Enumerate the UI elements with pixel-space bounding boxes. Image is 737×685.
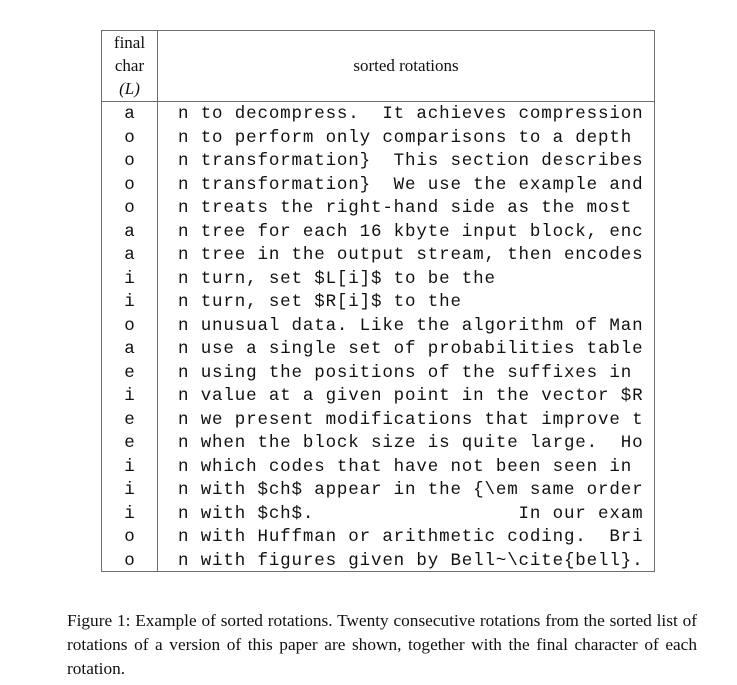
rotation-cell: n value at a given point in the vector $R [178, 386, 644, 406]
rotation-cell: n use a single set of probabilities table [178, 339, 644, 359]
final-char-cell: a [124, 221, 135, 242]
table-row [102, 479, 654, 503]
rotation-cell: n unusual data. Like the algorithm of Man [178, 315, 644, 336]
rotation-cell: n with $ch$. In our exam [178, 503, 644, 524]
table-row [102, 103, 654, 127]
table-row [102, 315, 654, 339]
final-char-cell: o [124, 527, 135, 547]
rotation-cell: n turn, set $R[i]$ to the [178, 292, 462, 312]
final-char-cell: e [124, 409, 135, 430]
final-char-cell: i [124, 292, 135, 312]
rotation-cell: n using the positions of the suffixes in [178, 362, 633, 383]
final-char-cell: a [124, 339, 135, 359]
rotation-cell: n to decompress. It achieves compression [178, 104, 644, 124]
rotation-cell: n tree for each 16 kbyte input block, enc [178, 221, 644, 242]
final-char-cell: i [124, 480, 135, 500]
final-char-header-line-3: (L) [119, 79, 140, 98]
final-char-cell: e [124, 362, 135, 383]
final-char-cell: a [124, 104, 135, 124]
rotation-cell: n tree in the output stream, then encodes [178, 245, 644, 265]
table-row [102, 503, 654, 527]
rotation-cell: n with $ch$ appear in the {\em same order [178, 480, 644, 500]
table-row [102, 174, 654, 198]
final-char-cell: o [124, 198, 135, 218]
table-row [102, 385, 654, 409]
table-row [102, 456, 654, 480]
table-row [102, 526, 654, 550]
table-body [102, 103, 654, 573]
final-char-cell: i [124, 503, 135, 524]
final-char-header-line-2: char [114, 56, 145, 75]
sorted-rotations-table [101, 30, 655, 572]
table-row [102, 550, 654, 574]
table-header [102, 31, 654, 102]
rotation-cell: n to perform only comparisons to a depth [178, 127, 633, 148]
table-row [102, 409, 654, 433]
final-char-cell: i [124, 268, 135, 289]
final-char-cell: o [124, 174, 135, 195]
table-row [102, 127, 654, 151]
final-char-cell: o [124, 127, 135, 148]
final-char-cell: a [124, 245, 135, 265]
table-row [102, 150, 654, 174]
table-row [102, 362, 654, 386]
figure-caption: Figure 1: Example of sorted rotations. Twenty consecutive rotations from the sorted list of rotations of a version of this paper are shown, together with the final character of each rotation. [67, 611, 697, 678]
table-row [102, 244, 654, 268]
final-char-cell: e [124, 433, 135, 453]
table-row [102, 268, 654, 292]
final-char-cell: i [124, 386, 135, 406]
final-char-cell: o [124, 550, 135, 571]
table-row [102, 197, 654, 221]
final-char-cell: o [124, 315, 135, 336]
rotation-cell: n turn, set $L[i]$ to be the [178, 268, 496, 289]
sorted-rotations-header: sorted rotations [353, 56, 459, 75]
rotation-cell: n treats the right-hand side as the most [178, 198, 633, 218]
final-char-header-line-1: final [113, 33, 146, 52]
final-char-cell: i [124, 456, 135, 477]
rotation-cell: n we present modifications that improve t [178, 409, 644, 430]
table-row [102, 338, 654, 362]
rotation-cell: n with Huffman or arithmetic coding. Bri [178, 527, 644, 547]
rotation-cell: n which codes that have not been seen in [178, 456, 633, 477]
final-char-header [102, 31, 157, 101]
rotation-cell: n when the block size is quite large. Ho [178, 433, 644, 453]
final-char-cell: o [124, 151, 135, 171]
table-row [102, 291, 654, 315]
rotation-cell: n transformation} This section describes [178, 151, 644, 171]
rotation-cell: n transformation} We use the example and [178, 174, 644, 195]
table-row [102, 432, 654, 456]
table-row [102, 221, 654, 245]
rotation-cell: n with figures given by Bell~\cite{bell}. [178, 550, 644, 571]
